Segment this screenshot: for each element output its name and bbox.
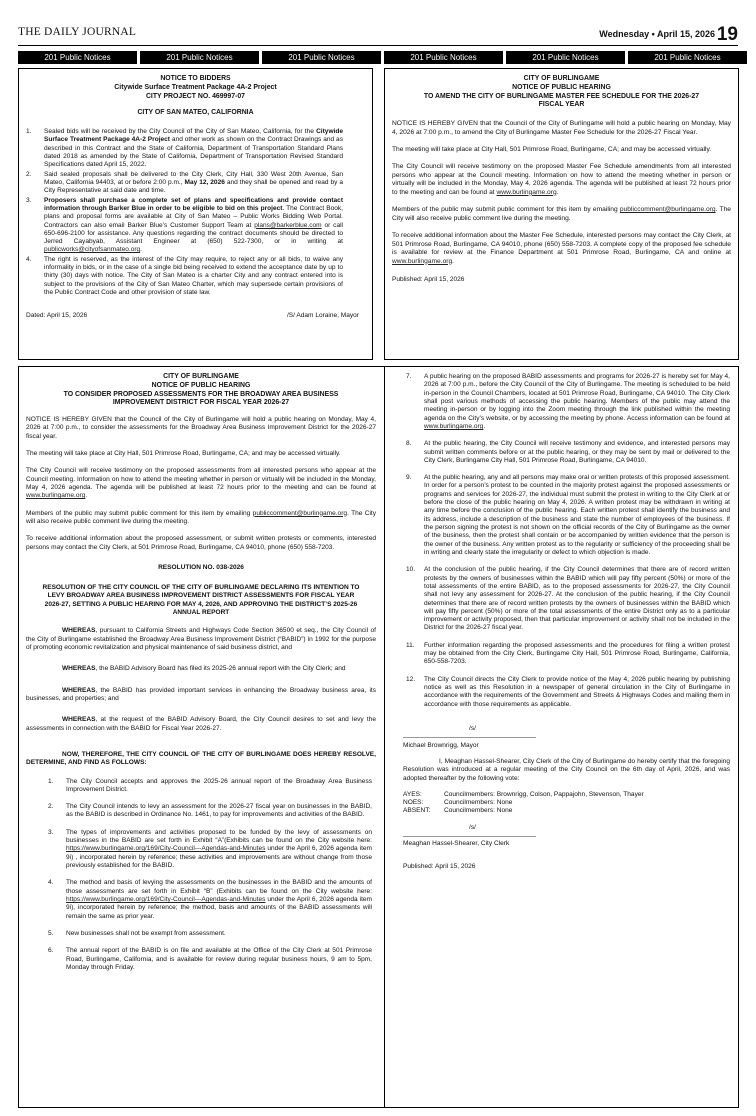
babid-left-column: [19, 367, 385, 1107]
whereas-clause: WHEREAS, the BABID has provided important services in enhancing the Broadway business area, its businesses, and properties; and: [26, 686, 376, 702]
item-number: 4.: [26, 255, 32, 263]
link[interactable]: publiccomment@burlingame.org: [619, 206, 716, 214]
item-text: The City Council intends to levy an assessment for the 2026-27 fiscal year on businesses in the BABID, as the BABID is described in Ordinance No. 1461, to pay for improvements and activities of the BABID.: [66, 803, 372, 819]
signature-mark: /s/: [469, 724, 476, 732]
paragraph: NOTICE IS HEREBY GIVEN that the Council of the City of Burlingame will hold a public hearing on Monday, May 4, 2026 at 7:00 p.m., to consider the assessments for the Broadway Area Business Improvement District for the 2026-27 fiscal year.: [26, 416, 376, 440]
list-item: [406, 373, 730, 431]
list-item: [26, 256, 343, 298]
list-item: [26, 128, 343, 170]
item-number: 1.: [48, 777, 54, 785]
section-tab: 201 Public Notices: [262, 51, 381, 64]
item-number: 5.: [48, 929, 54, 937]
item-text: At the conclusion of the public hearing, if the City Council determines that there are of record written protests by the owners of businesses within the BABID which will pay fifty percent (50%) or more of the total assessments of the entire BABID, as to the proposed assessments for 2026-27, the City Council shall not levy any assessment for 2026-27. At the conclusion of the public hearing, if the City Council determines that there are of record written protests by the owners of businesses within the BABID which will pay fifty percent (50%) or more of the total assessments of the entire District only as to a particular improvement or activity proposed, then that particular improvement or activity shall not be included in the District for the 2026-27 fiscal year.: [424, 566, 730, 632]
notice-title: NOTICE TO BIDDERS Citywide Surface Treatment Package 4A-2 Project CITY PROJECT NO. 469997-07 CITY OF SAN MATEO, CALIFORNIA: [114, 75, 277, 117]
bid-items: [26, 128, 365, 297]
resolution-items: [26, 778, 376, 973]
section-tab: 201 Public Notices: [506, 51, 625, 64]
clerk-signature: Meaghan Hassel-Shearer, City Clerk: [403, 840, 510, 848]
item-number: 3.: [48, 828, 54, 836]
published-line: Published: April 15, 2026: [403, 862, 476, 870]
item-number: 6.: [48, 947, 54, 955]
item-text: The City Council accepts and approves the 2025-26 annual report of the Broadway Area Business Improvement District.: [66, 777, 372, 793]
fee-schedule-notice: [384, 68, 739, 360]
link[interactable]: https://www.burlingame.org/169/City-Council---Agendas-and-Minutes: [66, 845, 266, 853]
item-text: Proposers shall purchase a complete set of plans and specifications and provide contact information through Barker Blue in order to be eligible to bid on this project. The Contract Book, plans and proposal forms are available at City of San Mateo – Public Works Bidding Web Portal. Contractors can also email Barker Blue’s Customer Support Team at plans@barkerblue.com or call 650-696-2100 for assistance. Any questions regarding the contract documents should be directed to Jerred Cayabyab, Assistant Engineer at (650) 522-7300, or in writing at publicworks@cityofsanmateo.org.: [44, 196, 343, 254]
item-number: 12.: [406, 675, 416, 683]
vote-row: [403, 791, 730, 799]
item-text: New businesses shall not be exempt from assessment.: [66, 929, 226, 937]
vote-label: AYES:: [403, 790, 422, 798]
whereas-clause: WHEREAS, at the request of the BABID Advisory Board, the City Council desires to set and levy the assessments in connection with the BABID for Fiscal Year 2026-27.: [26, 716, 376, 732]
paragraph: The City Council will receive testimony on the proposed assessments from all interested persons who appear at the Council meeting. Information on how to attend the meeting whether in person or virtually will be included in the Monday, May 4, 2026 agenda. The agenda will be published at least 72 hours prior to the meeting and can be found at www.burlingame.org.: [26, 467, 376, 500]
item-emphasis: May 12, 2026: [184, 178, 225, 186]
item-number: 2.: [48, 803, 54, 811]
item-number: 2.: [26, 170, 32, 178]
list-item: [48, 947, 372, 972]
notice-title: CITY OF BURLINGAME NOTICE OF PUBLIC HEARING TO CONSIDER PROPOSED ASSESSMENTS FOR THE BROADWAY AREA BUSINESS IMPROVEMENT DISTRICT FOR FISCAL YEAR 2026-27: [63, 373, 339, 407]
header-rule: [18, 45, 738, 46]
item-number: 8.: [406, 440, 412, 448]
section-tab: 201 Public Notices: [384, 51, 503, 64]
link[interactable]: www.burlingame.org: [392, 257, 453, 265]
list-item: [48, 778, 372, 795]
item-number: 10.: [406, 566, 416, 574]
list-item: [26, 197, 343, 255]
signature-mark: /s/: [469, 823, 476, 831]
item-text: The types of improvements and activities proposed to be funded by the levy of assessments on businesses in the BABID are set forth in Exhibit “A”(Exhibits can be found on the City website here: https://www.burlingame.org/169/City-Council---Agendas-and-Minutes under the April 6, 2026 agenda item 9i) , incorporated herein by reference; these activities and improvements are without change from those previously established for the BABID.: [66, 828, 372, 869]
item-emphasis: Proposers shall purchase a complete set of plans and specifications and provide contact information through Barker Blue in order to be eligible to bid on this project: [44, 196, 343, 212]
link[interactable]: publiccomment@burlingame.org: [252, 509, 348, 517]
paragraph: NOTICE IS HEREBY GIVEN that the Council of the City of Burlingame will hold a public hearing on Monday, May 4, 2026 at 7:00 p.m., to amend the City of Burlingame Master Fee Schedule for the 2026-27 Fiscal Year.: [392, 120, 731, 136]
link[interactable]: www.burlingame.org: [26, 492, 86, 500]
list-item: [48, 879, 372, 921]
section-tab: 201 Public Notices: [628, 51, 747, 64]
issue-date: Wednesday • April 15, 2026: [599, 28, 715, 39]
item-text: At the public hearing, any and all persons may make oral or written protests of this proposed assessment. In order for a person’s protest to be counted in the majority protest against the proposed assessments or programs and services for 2026-27, the individual must submit the protest in writing to the City Clerk at or before the close of the public hearing on May 4, 2026. A written protest may be withdrawn in writing at any time before the conclusion of the public hearing. Each written protest shall identify the business and its address, include a description of the business and state the number of employees of the business. If the person signing the protest is not shown on the official records of the City of Burlingame as the owner of the business, then the protest shall contain or be accompanied by written evidence that the person is the owner of the business. Any written protest as to the regularity or sufficiency of the proceeding shall be in writing and clearly state the irregularity or defect to which objection is made.: [424, 474, 730, 556]
vote-label: NOES:: [403, 799, 424, 807]
babid-notice: [18, 366, 739, 1108]
item-text: Sealed bids will be received by the City Council of the City of San Mateo, California, for the Citywide Surface Treatment Package 4A-2 Project and other work as shown on the Contract Drawings and as described in this Contract and the State of California, Department of Transportation Standard Plans dated 2018 as amended by the State of California, Department of Transportation Revised Standard Specifications dated April 15, 2022.: [44, 128, 343, 169]
paragraph: Members of the public may submit public comment for this item by emailing publiccomment@burlingame.org. The City will also receive public comment live during the meeting.: [392, 206, 732, 222]
notice-title: CITY OF BURLINGAME NOTICE OF PUBLIC HEARING TO AMEND THE CITY OF BURLINGAME MASTER FEE SCHEDULE FOR THE 2026-27 FISCAL YEAR: [423, 75, 700, 109]
notice-body: [392, 120, 731, 266]
list-item: [406, 676, 730, 709]
link[interactable]: publicworks@cityofsanmateo.org: [44, 246, 141, 254]
list-item: [48, 930, 372, 938]
vote-row: [403, 799, 730, 807]
vote-label: ABSENT:: [403, 807, 431, 815]
list-item: [26, 171, 343, 196]
resolution-number: RESOLUTION NO. 038-2026: [158, 563, 244, 571]
paragraph: The meeting will take place at City Hall, 501 Primrose Road, Burlingame, CA; and may be accessed virtually.: [392, 145, 712, 153]
babid-right-column: [385, 367, 738, 871]
vote-members: Councilmembers: None: [444, 807, 513, 815]
item-number: 4.: [48, 879, 54, 887]
paragraph: To receive additional information about the proposed assessment, or submit written protests or comments, interested persons may contact the City Clerk, at 501 Primrose Road, Burlingame, CA 94010, phone (650) 558-7203.: [26, 535, 376, 551]
list-item: [48, 803, 372, 820]
whereas-clauses: [26, 627, 376, 733]
item-number: 9.: [406, 474, 412, 482]
list-item: [406, 440, 730, 465]
paper-name: THE DAILY JOURNAL: [18, 26, 137, 39]
link[interactable]: www.burlingame.org: [424, 422, 484, 430]
resolution-items: [406, 373, 730, 709]
notice-body: [26, 416, 376, 552]
whereas-keyword: WHEREAS: [62, 686, 96, 694]
item-text: Said sealed proposals shall be delivered to the City Clerk, City Hall, 330 West 20th Avenue, San Mateo, California 94403, at or before 2:00 p.m., May 12, 2026 and they shall be opened and read by a City Representative at said date and time.: [44, 170, 343, 195]
notice-to-bidders: [18, 68, 373, 360]
whereas-keyword: WHEREAS: [62, 665, 96, 673]
section-tab: 201 Public Notices: [140, 51, 259, 64]
item-emphasis: Citywide Surface Treatment Package 4A-2 Project: [44, 128, 343, 144]
mayor-signature: Michael Brownrigg, Mayor: [403, 741, 479, 749]
vote-members: Councilmembers: None: [444, 799, 513, 807]
clerk-certification: I, Meaghan Hassel-Shearer, City Clerk of the City of Burlingame do hereby certify that the foregoing Resolution was introduced at a regular meeting of the City Council on the 6th day of April, 2026, and was adopted thereafter by the following vote:: [403, 757, 730, 782]
paragraph: Members of the public may submit public comment for this item by emailing publiccomment@burlingame.org. The City will also receive public comment live during the meeting.: [26, 509, 376, 525]
signature-line: [403, 836, 536, 837]
page-number: 19: [716, 24, 738, 45]
item-number: 3.: [26, 196, 32, 204]
signature-line: [403, 737, 536, 738]
link[interactable]: plans@barkerblue.com: [254, 221, 322, 229]
item-text: Further information regarding the proposed assessments and the procedures for filing a written protest may be obtained from the City Clerk, Burlingame City Hall, 501 Primrose Road, Burlingame, California, 650-558-7203.: [424, 641, 730, 666]
item-text: A public hearing on the proposed BABID assessments and programs for 2026-27 is hereby set for May 4, 2026 at 7:00 p.m., before the City Council of the City of Burlingame. The meeting is scheduled to be held in-person in the Council Chambers, located at 501 Primrose Road, Burlingame, CA 94010. The City Clerk shall post various methods of accessing the public hearing. Members of the public may attend the meeting in-person or by logging into the Zoom meeting through the link published within the meeting agenda on the City’s website, or by accessing the meeting by phone. Access information can be found at www.burlingame.org.: [424, 373, 730, 430]
item-number: 11.: [406, 641, 415, 649]
whereas-keyword: WHEREAS: [62, 627, 96, 635]
item-number: 1.: [26, 128, 32, 136]
whereas-keyword: WHEREAS: [62, 716, 96, 724]
vote-tally: [403, 791, 730, 816]
item-text: At the public hearing, the City Council will receive testimony and evidence, and interested persons may submit written comments before or at the public hearing, or they may be sent by mail or delivered to the City Clerk, Burlingame City Hall, 501 Primrose Road, Burlingame, CA 94010.: [424, 440, 730, 464]
link[interactable]: https://www.burlingame.org/169/City-Council---Agendas-and-Minutes: [66, 895, 266, 903]
item-text: The annual report of the BABID is on file and available at the Office of the City Clerk at 501 Primrose Road, Burlingame, California, and is available for review during regular business hours, 9 am to 5pm, Monday through Friday.: [66, 947, 372, 971]
paragraph: The City Council will receive testimony on the proposed Master Fee Schedule amendments from all interested persons who appear at the Council meeting. Information on how to attend the meeting whether in person or virtually will be included in the Monday, May 4, 2026 agenda. The agenda will be published at least 72 hours prior to the meeting and can be found at www.burlingame.org.: [392, 163, 731, 196]
list-item: [406, 474, 730, 557]
resolve-clause: NOW, THEREFORE, THE CITY COUNCIL OF THE CITY OF BURLINGAME DOES HEREBY RESOLVE, DETERMINE, AND FIND AS FOLLOWS:: [26, 750, 376, 767]
item-text: The City Council directs the City Clerk to provide notice of the May 4, 2026 public hearing by publishing notice as well as this Resolution in a newspaper of general circulation in the City of Burlingame in accordance with the requirements of the Government and Streets & Highways Codes and mailing them in accordance with those requirements as applicable.: [424, 675, 730, 708]
whereas-clause: WHEREAS, pursuant to California Streets and Highways Code Section 36500 et seq., the City Council of the City of Burlingame established the Broadway Area Business Improvement District (“BABID”) in 1992 for the purpose of promoting economic revitalization and physical maintenance of said business district, and: [26, 627, 376, 651]
whereas-clause: WHEREAS, the BABID Advisory Board has filed its 2025-26 annual report with the City Clerk; and: [62, 665, 346, 673]
published-line: Published: April 15, 2026: [392, 275, 465, 283]
list-item: [406, 566, 730, 633]
item-text: The method and basis of levying the assessments on the businesses in the BABID and the amounts of those assessments are set forth in Exhibit “B” (Exhibits can be found on the City website here: https://www.burlingame.org/169/City-Council---Agendas-and-Minutes under the April 6, 2026 agenda item 9i), incorporated herein by reference; the method, basis and amounts of the BABID assessments will remain the same as prior year.: [66, 879, 372, 920]
paragraph: The meeting will take place at City Hall, 501 Primrose Road, Burlingame, CA; and may be accessed virtually.: [26, 450, 341, 457]
masthead: [18, 26, 738, 44]
list-item: [406, 642, 730, 667]
list-item: [48, 829, 372, 871]
dated-line: Dated: April 15, 2026 /S/ Adam Loraine, Mayor: [26, 312, 359, 320]
vote-members: Councilmembers: Brownrigg, Colson, Pappajohn, Stevenson, Thayer: [444, 790, 644, 798]
link[interactable]: www.burlingame.org: [496, 188, 557, 196]
paragraph: To receive additional information about the Master Fee Schedule, interested persons may contact the City Clerk, at 501 Primrose Road, Burlingame, CA 94010, phone (650) 558-7203. A complete copy of the proposed fee schedule is available for review at the Finance Department at 501 Primrose Road, Burlingame, CA and online at www.burlingame.org.: [392, 232, 731, 265]
vote-row: [403, 807, 730, 815]
item-number: 7.: [406, 373, 412, 380]
section-tab: 201 Public Notices: [18, 51, 137, 64]
resolution-title: RESOLUTION OF THE CITY COUNCIL OF THE CITY OF BURLINGAME DECLARING ITS INTENTION TO LEVY BROADWAY AREA BUSINESS IMPROVEMENT DISTRICT ASSESSMENTS FOR FISCAL YEAR 2026-27, SETTING A PUBLIC HEARING FOR MAY 4, 2026, AND APPROVING THE DISTRICT’S 2025-26 ANNUAL REPORT: [42, 584, 360, 617]
item-text: The right is reserved, as the interest of the City may require, to reject any or all bids, to waive any informality in bids, or in the case of a single bid being received to extend the acceptance date by up to thirty (30) days with notice. The City of San Mateo is a charter City and any contract entered into is subject to the provisions of the City of San Mateo Charter, which may supersede certain provisions of the Public Contract Code and other provision of state law.: [44, 255, 343, 296]
